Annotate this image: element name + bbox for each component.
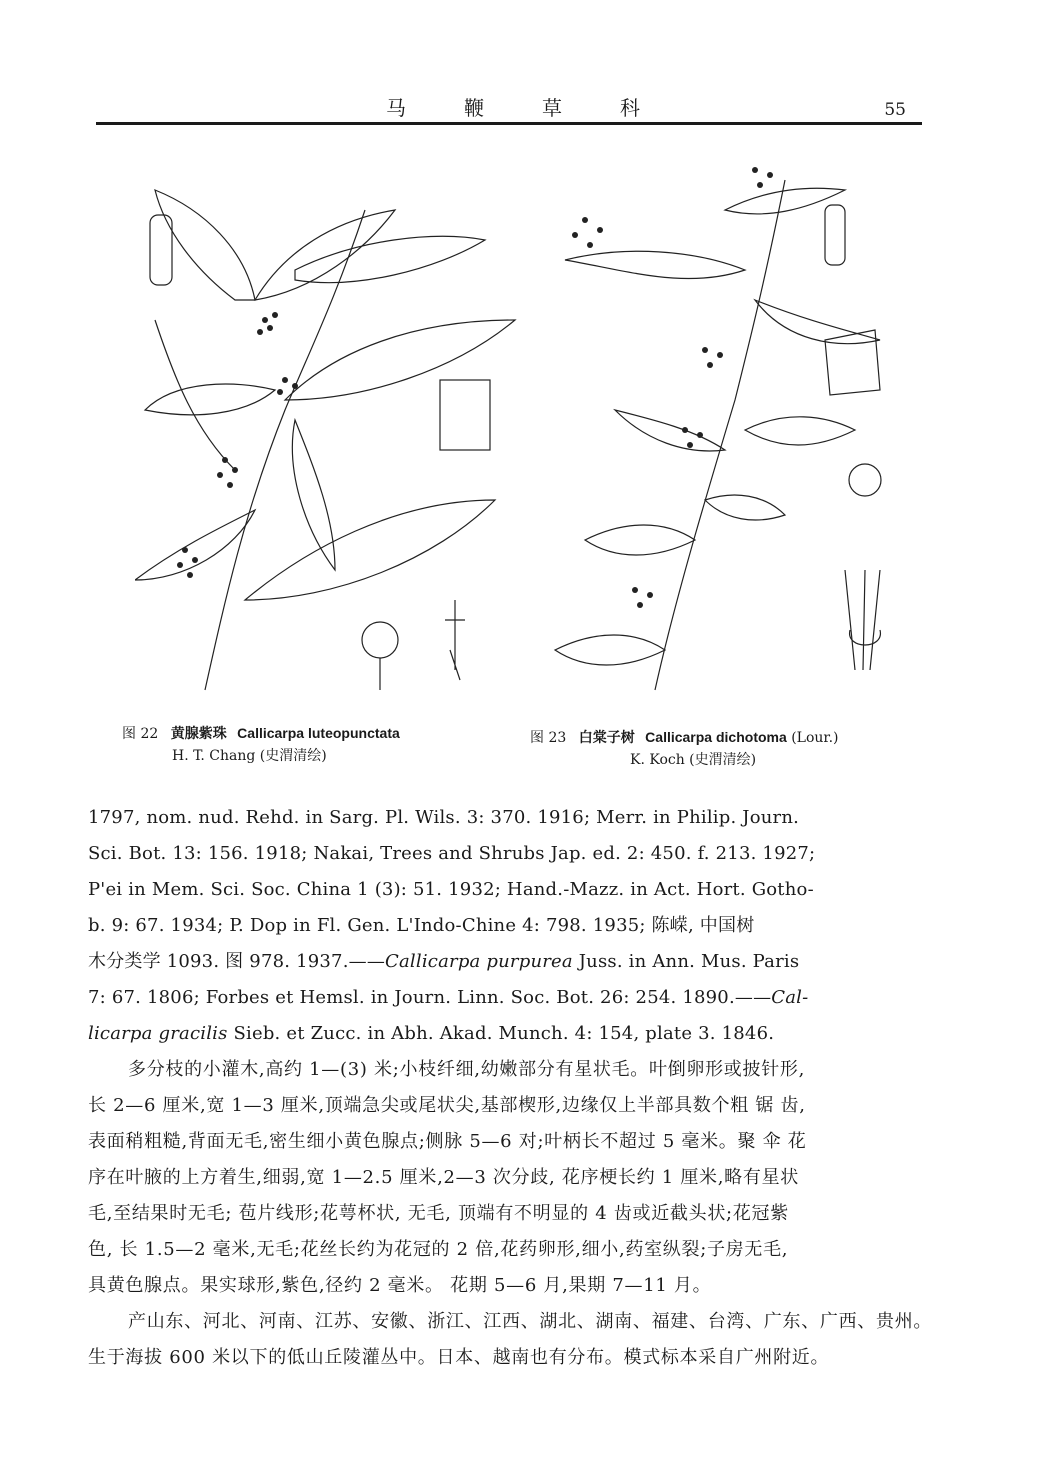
- reference-line: P'ei in Mem. Sci. Soc. China 1 (3): 51. 1932; Hand.-Mazz. in Act. Hort. Gotho-: [88, 879, 814, 900]
- distribution-line: 生于海拔 600 米以下的低山丘陵灌丛中。日本、越南也有分布。模式标本采自广州附近。: [88, 1347, 830, 1368]
- title-char: 科: [620, 96, 640, 120]
- description-line: 多分枝的小灌木,高约 1—(3) 米;小枝纤细,幼嫩部分有星状毛。叶倒卵形或披针形,: [128, 1059, 806, 1080]
- reference-line: b. 9: 67. 1934; P. Dop in Fl. Gen. L'Indo-Chine 4: 798. 1935; 陈嵘, 中国树: [88, 915, 755, 936]
- title-char: 鞭: [464, 96, 484, 120]
- chinese-name: 黄腺紫珠: [170, 726, 227, 742]
- reference-line: [88, 980, 928, 1016]
- figure-number: 图 22: [122, 726, 159, 742]
- figure-23-illustration: [545, 150, 910, 720]
- header-rule: [96, 122, 922, 125]
- chinese-name: 白棠子树: [578, 730, 635, 746]
- description-line: 毛,至结果时无毛; 苞片线形;花萼杯状, 无毛, 顶端有不明显的 4 齿或近截头状;花冠紫: [88, 1203, 789, 1224]
- reference-text: Juss. in Ann. Mus. Paris: [572, 951, 800, 972]
- description-line: 长 2—6 厘米,宽 1—3 厘米,顶端急尖或尾状尖,基部楔形,边缘仅上半部具数个粗 锯 齿,: [88, 1095, 806, 1116]
- synonym-name: licarpa gracilis: [88, 1023, 228, 1044]
- title-char: 马: [386, 96, 406, 120]
- latin-name: Callicarpa dichotoma: [645, 729, 787, 745]
- description-line: 表面稍粗糙,背面无毛,密生细小黄色腺点;侧脉 5—6 对;叶柄长不超过 5 毫米。聚 伞 花: [88, 1131, 807, 1152]
- figure-22-caption: [122, 722, 502, 767]
- authority: (Lour.): [791, 730, 839, 746]
- synonym-name: Callicarpa purpurea: [385, 951, 573, 972]
- reference-line: 1797, nom. nud. Rehd. in Sarg. Pl. Wils. 3: 370. 1916; Merr. in Philip. Journ.: [88, 807, 800, 828]
- reference-text: Sieb. et Zucc. in Abh. Akad. Munch. 4: 154, plate 3. 1846.: [227, 1023, 775, 1044]
- reference-text: 木分类学 1093. 图 978. 1937.——: [88, 951, 386, 972]
- reference-line: [88, 944, 928, 980]
- authority-credit: H. T. Chang (史渭清绘): [172, 748, 327, 764]
- figure-23-caption: [530, 726, 920, 771]
- distribution-line: 产山东、河北、河南、江苏、安徽、浙江、江西、湖北、湖南、福建、台湾、广东、广西、贵州。: [128, 1311, 933, 1332]
- reference-text: 7: 67. 1806; Forbes et Hemsl. in Journ. Linn. Soc. Bot. 26: 254. 1890.——: [88, 987, 772, 1008]
- reference-line: [88, 1016, 928, 1052]
- family-title: [386, 92, 698, 121]
- description-line: 具黄色腺点。果实球形,紫色,径约 2 毫米。 花期 5—6 月,果期 7—11 月。: [88, 1275, 712, 1296]
- latin-name: Callicarpa luteopunctata: [237, 725, 400, 741]
- description-line: 序在叶腋的上方着生,细弱,宽 1—2.5 厘米,2—3 次分歧, 花序梗长约 1 厘米,略有星状: [88, 1167, 799, 1188]
- synonym-name: Cal-: [771, 987, 809, 1008]
- figure-number: 图 23: [530, 730, 567, 746]
- page-number: 55: [884, 100, 906, 120]
- title-char: 草: [542, 96, 562, 120]
- body-text: [88, 800, 933, 1376]
- reference-line: Sci. Bot. 13: 156. 1918; Nakai, Trees and Shrubs Jap. ed. 2: 450. f. 213. 1927;: [88, 843, 816, 864]
- description-line: 色, 长 1.5—2 毫米,无毛;花丝长约为花冠的 2 倍,花药卵形,细小,药室纵裂;子房无毛,: [88, 1239, 789, 1260]
- authority-credit: K. Koch (史渭清绘): [630, 752, 757, 768]
- figure-22-illustration: [135, 150, 525, 710]
